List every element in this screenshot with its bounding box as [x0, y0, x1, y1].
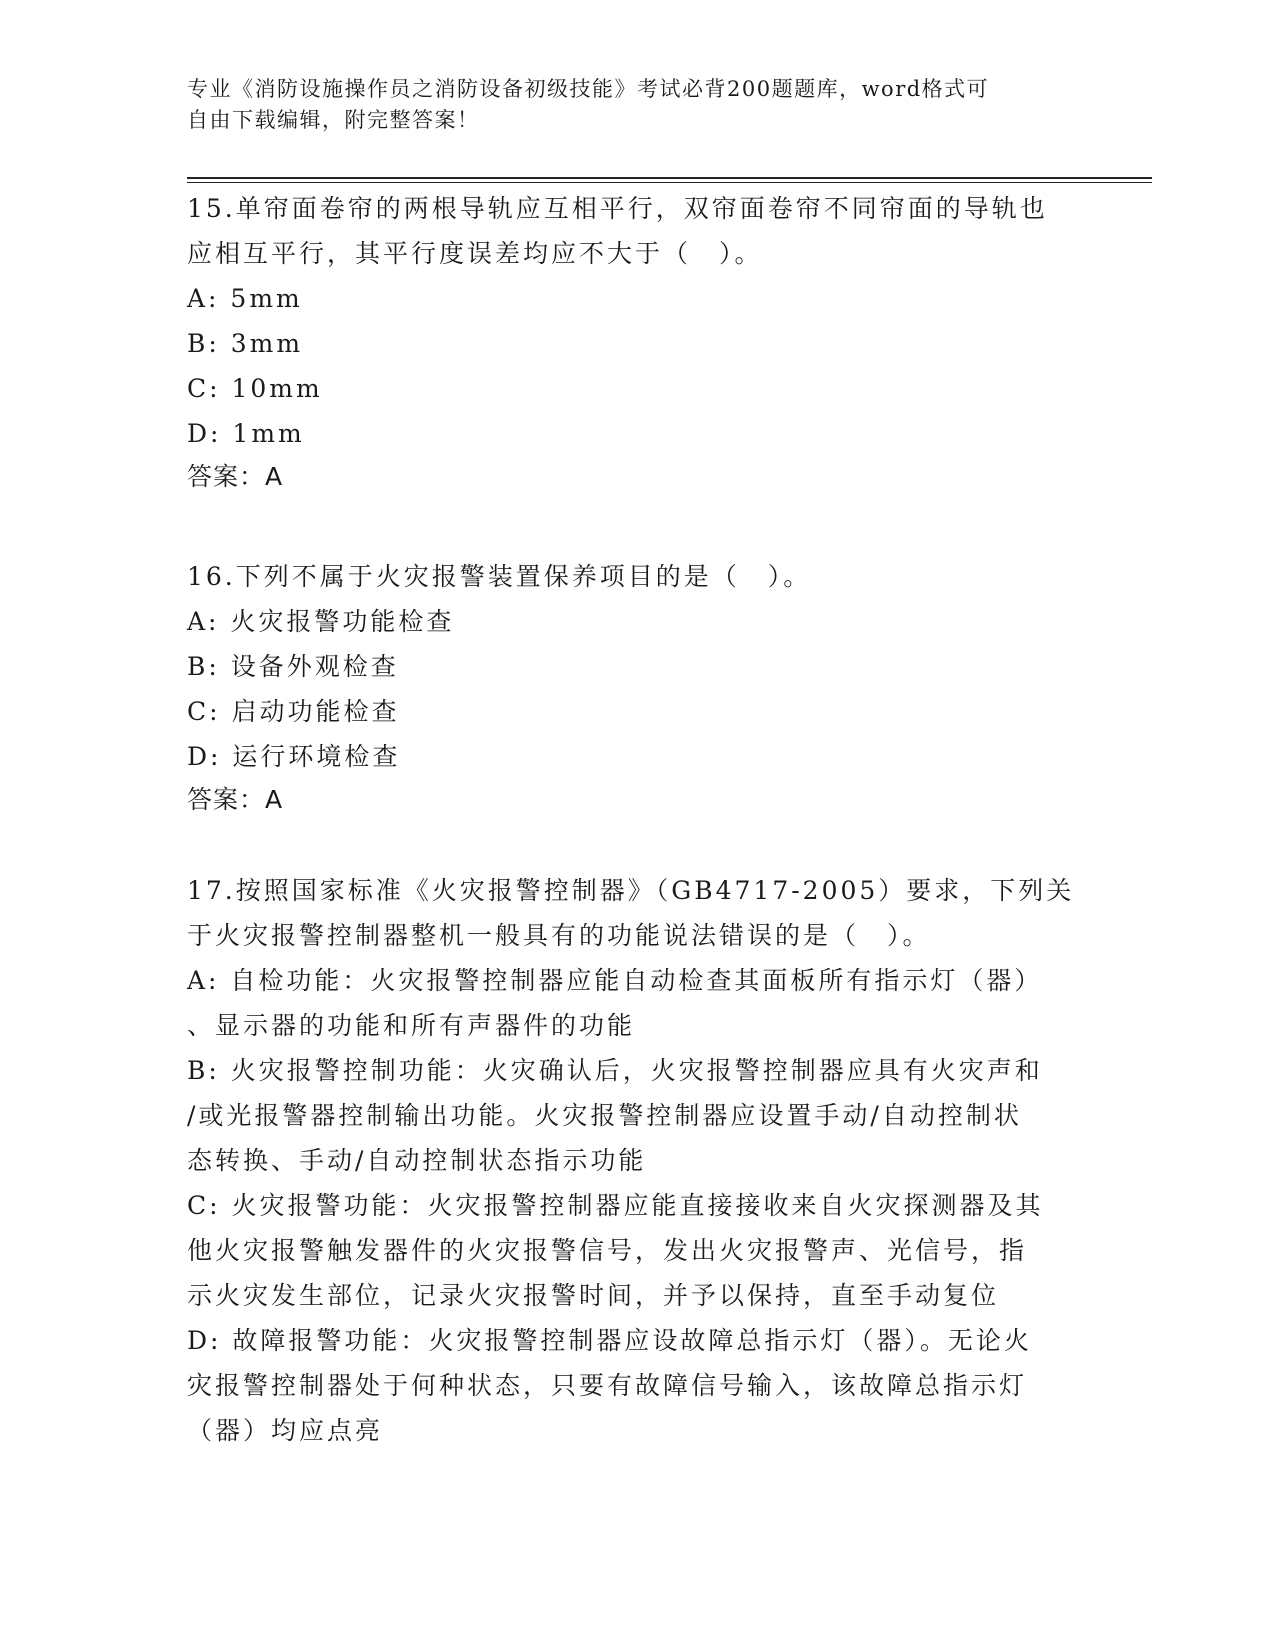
option-a-line: A: 自检功能：火灾报警控制器应能自动检查其面板所有指示灯（器）	[187, 966, 1043, 995]
question-stem-line: 17.按照国家标准《火灾报警控制器》（GB4717-2005）要求，下列关	[187, 876, 1075, 905]
option-b-line: B: 火灾报警控制功能：火灾确认后，火灾报警控制器应具有火灾声和	[187, 1056, 1043, 1085]
question-stem-line: 于火灾报警控制器整机一般具有的功能说法错误的是（ ）。	[187, 921, 931, 950]
option-b-line: 态转换、手动/自动控制状态指示功能	[187, 1146, 647, 1175]
option-d-line: 灾报警控制器处于何种状态，只要有故障信号输入，该故障总指示灯	[187, 1371, 1028, 1400]
question-17	[187, 868, 1087, 1453]
question-stem-line: 应相互平行，其平行度误差均应不大于（ ）。	[187, 239, 763, 268]
header-divider-thin	[187, 182, 1152, 183]
answer-label: 答案：A	[187, 785, 284, 814]
option-d: D: 运行环境检查	[187, 742, 401, 771]
option-c: C: 启动功能检查	[187, 697, 400, 726]
header-divider-thick	[187, 177, 1152, 179]
option-a: A: 5mm	[187, 284, 303, 313]
question-16	[187, 554, 1087, 821]
option-a: A: 火灾报警功能检查	[187, 607, 455, 636]
document-header	[187, 74, 1067, 136]
option-c-line: 他火灾报警触发器件的火灾报警信号，发出火灾报警声、光信号，指	[187, 1236, 1028, 1265]
option-c: C: 10mm	[187, 374, 323, 403]
question-stem-line: 15.单帘面卷帘的两根导轨应互相平行，双帘面卷帘不同帘面的导轨也	[187, 194, 1048, 223]
question-15	[187, 186, 1087, 498]
option-b: B: 设备外观检查	[187, 652, 399, 681]
question-stem-line: 16.下列不属于火灾报警装置保养项目的是（ ）。	[187, 562, 812, 591]
option-b: B: 3mm	[187, 329, 304, 358]
answer-label: 答案：A	[187, 462, 284, 491]
option-d: D: 1mm	[187, 419, 305, 448]
header-line-2: 自由下载编辑，附完整答案！	[187, 108, 480, 132]
option-d-line: （器）均应点亮	[187, 1416, 384, 1445]
option-c-line: C: 火灾报警功能：火灾报警控制器应能直接接收来自火灾探测器及其	[187, 1191, 1044, 1220]
option-b-line: /或光报警器控制输出功能。火灾报警控制器应设置手动/自动控制状	[187, 1101, 1022, 1130]
header-line-1: 专业《消防设施操作员之消防设备初级技能》考试必背200题题库，word格式可	[187, 77, 990, 101]
option-a-line: 、显示器的功能和所有声器件的功能	[187, 1011, 636, 1040]
option-d-line: D: 故障报警功能：火灾报警控制器应设故障总指示灯（器）。无论火	[187, 1326, 1032, 1355]
option-c-line: 示火灾发生部位，记录火灾报警时间，并予以保持，直至手动复位	[187, 1281, 1000, 1310]
